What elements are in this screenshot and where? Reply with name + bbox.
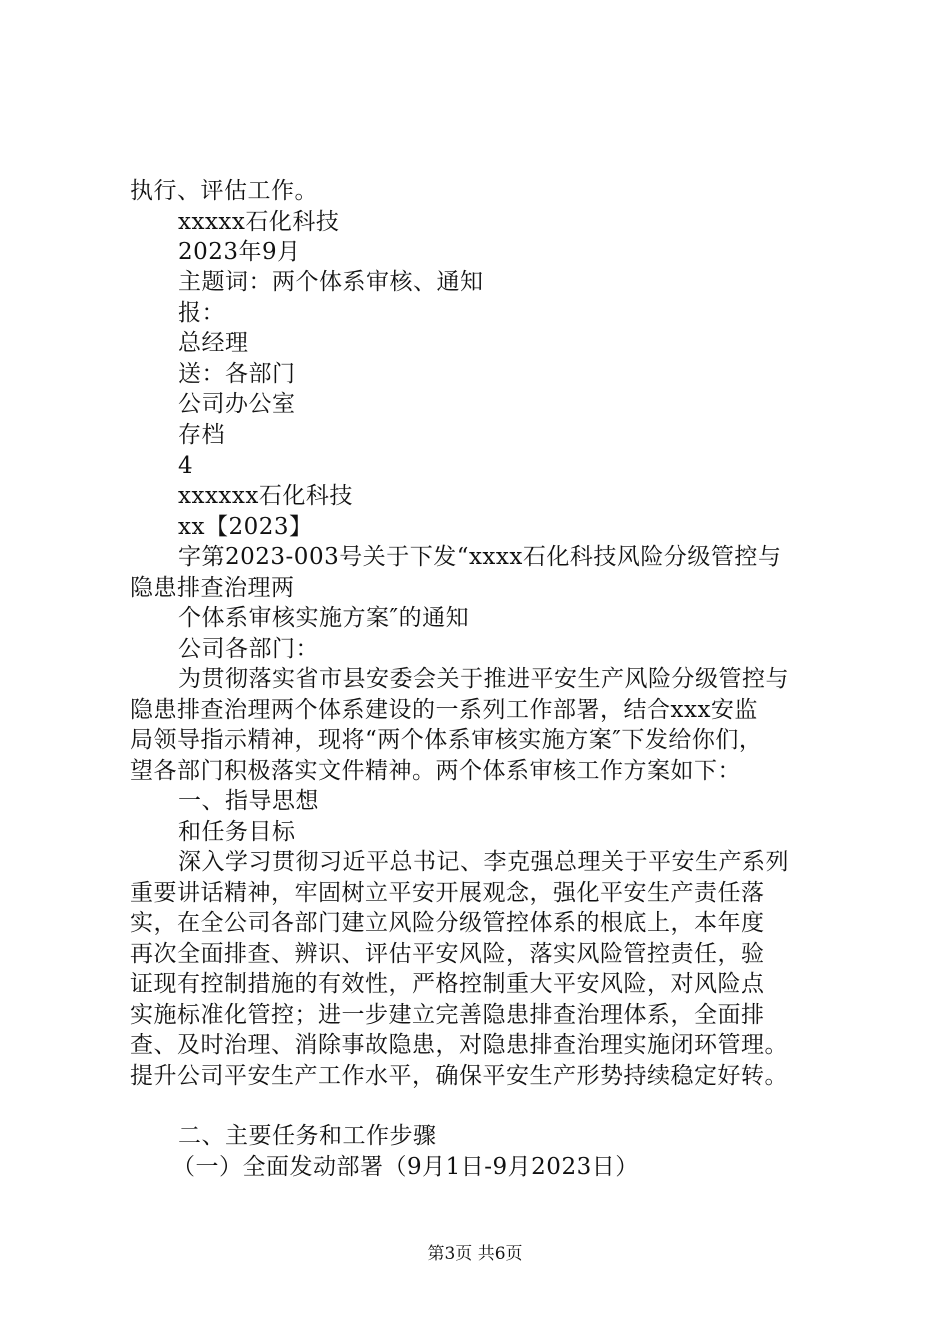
text-line: 公司各部门： — [178, 636, 319, 662]
text-line: xxxxx石化科技 — [178, 209, 340, 235]
text-line: 再次全面排查、辨识、评估平安风险，落实风险管控责任，验 — [130, 941, 765, 967]
text-line: 主题词：两个体系审核、通知 — [178, 269, 484, 295]
subsection-heading: （一）全面发动部署（9月1日-9月2023日） — [172, 1154, 639, 1180]
section-heading: 二、主要任务和工作步骤 — [178, 1123, 437, 1149]
section-heading: 和任务目标 — [178, 819, 296, 845]
text-line: 4 — [178, 453, 194, 479]
page-number-footer: 第3页 共6页 — [427, 1244, 523, 1264]
text-line: 深入学习贯彻习近平总书记、李克强总理关于平安生产系列 — [178, 849, 789, 875]
text-line: 隐患排查治理两 — [130, 575, 295, 601]
text-line: 送：各部门 — [178, 361, 296, 387]
text-line: 为贯彻落实省市县安委会关于推进平安生产风险分级管控与 — [178, 666, 789, 692]
text-line: xx【2023】 — [178, 514, 313, 540]
text-line: 提升公司平安生产工作水平，确保平安生产形势持续稳定好转。 — [130, 1063, 788, 1089]
text-line: 查、及时治理、消除事故隐患，对隐患排查治理实施闭环管理。 — [130, 1032, 788, 1058]
text-line: 隐患排查治理两个体系建设的一系列工作部署，结合xxx安监 — [130, 697, 758, 723]
section-heading: 一、指导思想 — [178, 788, 319, 814]
text-line: 个体系审核实施方案″的通知 — [178, 605, 470, 631]
text-line: 2023年9月 — [178, 239, 301, 265]
text-line: 望各部门积极落实文件精神。两个体系审核工作方案如下： — [130, 758, 741, 784]
text-line: 局领导指示精神，现将“两个体系审核实施方案″下发给你们， — [130, 727, 763, 753]
text-line: 报： — [178, 300, 225, 326]
text-line: 实施标准化管控；进一步建立完善隐患排查治理体系，全面排 — [130, 1002, 765, 1028]
text-line: 重要讲话精神，牢固树立平安开展观念，强化平安生产责任落 — [130, 880, 765, 906]
text-line: 执行、评估工作。 — [130, 178, 318, 204]
text-line: 总经理 — [178, 330, 249, 356]
text-line: xxxxxx石化科技 — [178, 483, 353, 509]
text-line: 公司办公室 — [178, 391, 296, 417]
text-line: 存档 — [178, 422, 225, 448]
text-line: 证现有控制措施的有效性，严格控制重大平安风险，对风险点 — [130, 971, 765, 997]
text-line: 字第2023-003号关于下发“xxxx石化科技风险分级管控与 — [178, 544, 782, 570]
text-line: 实，在全公司各部门建立风险分级管控体系的根底上，本年度 — [130, 910, 765, 936]
